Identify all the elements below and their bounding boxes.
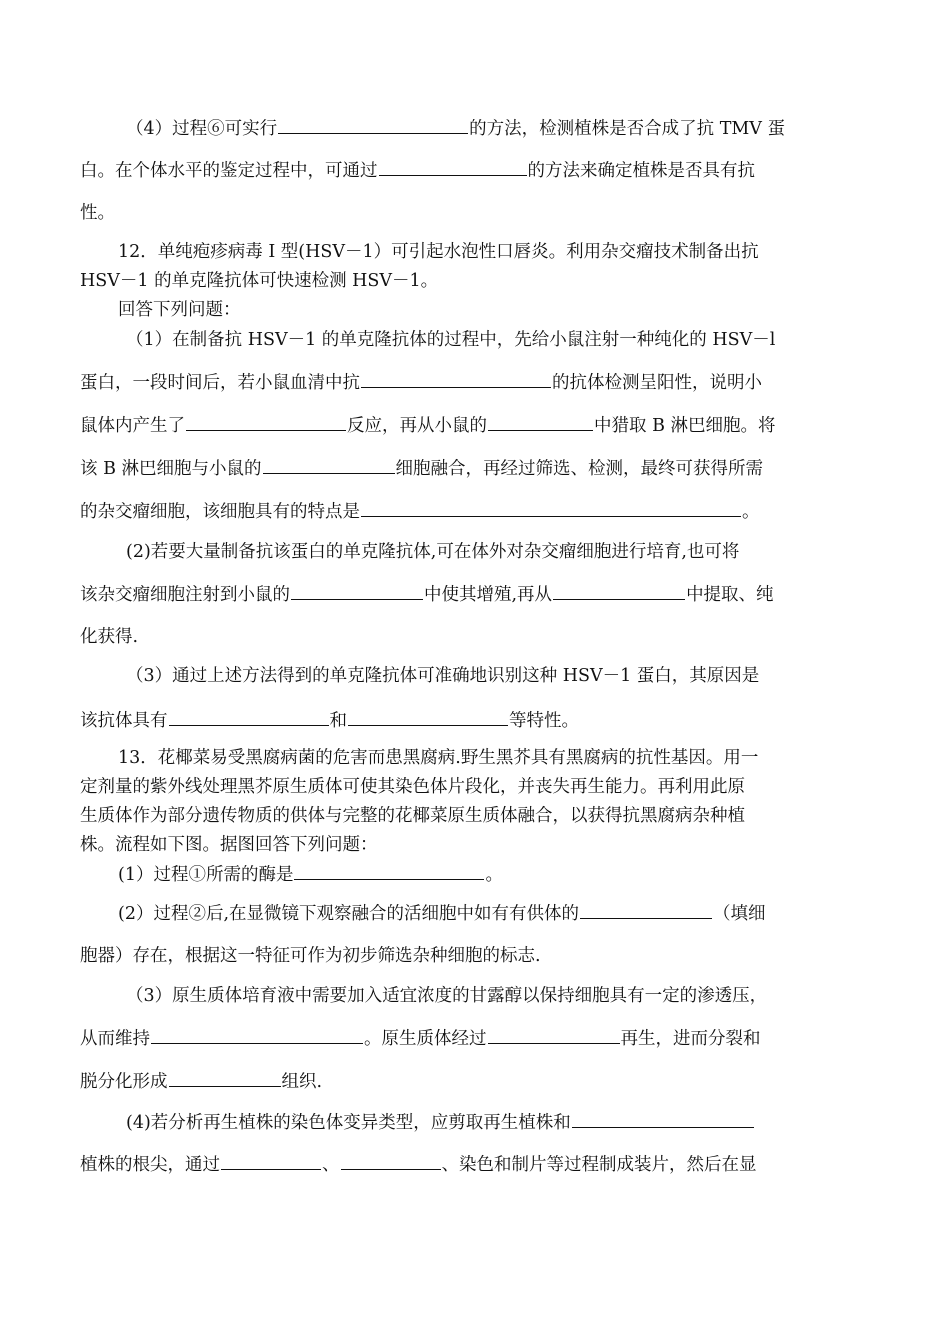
text: 、染色和制片等过程制成装片，然后在显 (441, 1155, 757, 1175)
q11-part4-line3: 性。 (80, 203, 115, 223)
answer-blank[interactable] (580, 901, 712, 919)
q13-part3-line1: （3）原生质体培育液中需要加入适宜浓度的甘露醇以保持细胞具有一定的渗透压， (126, 986, 768, 1006)
text: 的方法来确定植株是否具有抗 (527, 161, 755, 181)
q12-part1-line1: （1）在制备抗 HSV－1 的单克隆抗体的过程中，先给小鼠注射一种纯化的 HSV－l (126, 330, 776, 350)
text: 从而维持 (80, 1029, 150, 1049)
text: (4)若分析再生植株的染色体变异类型，应剪取再生植株和 (126, 1113, 571, 1133)
answer-blank[interactable] (348, 708, 508, 726)
q12-stem-line1: 12．单纯疱疹病毒 I 型(HSV－1）可引起水泡性口唇炎。利用杂交瘤技术制备出抗 (118, 242, 759, 262)
answer-blank[interactable] (361, 499, 741, 517)
q12-prompt: 回答下列问题： (118, 300, 241, 320)
text: 。 (742, 502, 760, 522)
q12-part2-line1: (2)若要大量制备抗该蛋白的单克隆抗体,可在体外对杂交瘤细胞进行培育,也可将 (126, 542, 740, 562)
q12-part3-line2 (80, 708, 830, 733)
q12-part1-line3 (80, 413, 830, 438)
text: 反应，再从小鼠的 (347, 416, 487, 436)
answer-blank[interactable] (379, 158, 527, 176)
text: 的方法，检测植株是否合成了抗 TMV 蛋 (469, 119, 785, 139)
text: （填细 (713, 904, 766, 924)
q13-part1 (118, 862, 830, 887)
q13-part3-line2 (80, 1026, 830, 1051)
text: 中提取、纯 (686, 585, 774, 605)
text: 的抗体检测呈阳性，说明小 (552, 373, 762, 393)
answer-blank[interactable] (572, 1110, 754, 1128)
q13-stem-line2: 定剂量的紫外线处理黑芥原生质体可使其染色体片段化，并丧失再生能力。再利用此原 (80, 777, 745, 797)
answer-blank[interactable] (291, 582, 423, 600)
answer-blank[interactable] (263, 456, 395, 474)
text: 。原生质体经过 (364, 1029, 487, 1049)
answer-blank[interactable] (221, 1152, 321, 1170)
answer-blank[interactable] (278, 116, 468, 134)
text: 中猎取 B 淋巴细胞。将 (594, 416, 776, 436)
q13-part2-line2: 胞器）存在，根据这一特征可作为初步筛选杂种细胞的标志. (80, 946, 541, 966)
text: 组织. (281, 1072, 323, 1092)
q12-part2-line2 (80, 582, 830, 607)
q12-stem-line2: HSV－1 的单克隆抗体可快速检测 HSV－1。 (80, 271, 439, 291)
text: 脱分化形成 (80, 1072, 168, 1092)
answer-blank[interactable] (341, 1152, 441, 1170)
q12-part1-line4 (80, 456, 830, 481)
q11-part4-line2 (80, 158, 830, 183)
q12-part2-line3: 化获得. (80, 627, 139, 647)
text: 植株的根尖，通过 (80, 1155, 220, 1175)
answer-blank[interactable] (294, 862, 484, 880)
text: 的杂交瘤细胞，该细胞具有的特点是 (80, 502, 360, 522)
q13-part4-line1 (126, 1110, 830, 1135)
text: (1）过程①所需的酶是 (118, 865, 294, 885)
answer-blank[interactable] (488, 413, 593, 431)
answer-blank[interactable] (361, 370, 551, 388)
q13-stem-line1: 13．花椰菜易受黑腐病菌的危害而患黑腐病.野生黑芥具有黑腐病的抗性基因。用一 (118, 748, 759, 768)
text: 该 B 淋巴细胞与小鼠的 (80, 459, 262, 479)
text: 再生，进而分裂和 (620, 1029, 761, 1049)
answer-blank[interactable] (169, 1069, 281, 1087)
text: 鼠体内产生了 (80, 416, 185, 436)
q11-part4-line1 (126, 116, 830, 141)
answer-blank[interactable] (488, 1026, 620, 1044)
text: 等特性。 (509, 711, 579, 731)
text: 该抗体具有 (80, 711, 168, 731)
q13-part4-line2 (80, 1152, 830, 1177)
text: 细胞融合，再经过筛选、检测，最终可获得所需 (395, 459, 763, 479)
answer-blank[interactable] (186, 413, 346, 431)
answer-blank[interactable] (553, 582, 685, 600)
answer-blank[interactable] (169, 708, 329, 726)
q12-part1-line5 (80, 499, 830, 524)
text: 蛋白，一段时间后，若小鼠血清中抗 (80, 373, 360, 393)
text: 和 (329, 711, 347, 731)
answer-blank[interactable] (151, 1026, 363, 1044)
text: 该杂交瘤细胞注射到小鼠的 (80, 585, 290, 605)
text: 白。在个体水平的鉴定过程中，可通过 (80, 161, 378, 181)
q13-part2-line1 (118, 901, 830, 926)
text: 。 (485, 865, 503, 885)
q13-part3-line3 (80, 1069, 830, 1094)
text: (2）过程②后,在显微镜下观察融合的活细胞中如有有供体的 (118, 904, 580, 924)
q12-part1-line2 (80, 370, 830, 395)
q12-part3-line1: （3）通过上述方法得到的单克隆抗体可准确地识别这种 HSV－1 蛋白，其原因是 (126, 666, 760, 686)
q13-stem-line3: 生质体作为部分遗传物质的供体与完整的花椰菜原生质体融合，以获得抗黑腐病杂种植 (80, 806, 745, 826)
text: 、 (322, 1155, 340, 1175)
text: （4）过程⑥可实行 (126, 119, 278, 139)
q13-stem-line4: 株。流程如下图。据图回答下列问题： (80, 835, 378, 855)
text: 中使其增殖,再从 (424, 585, 553, 605)
